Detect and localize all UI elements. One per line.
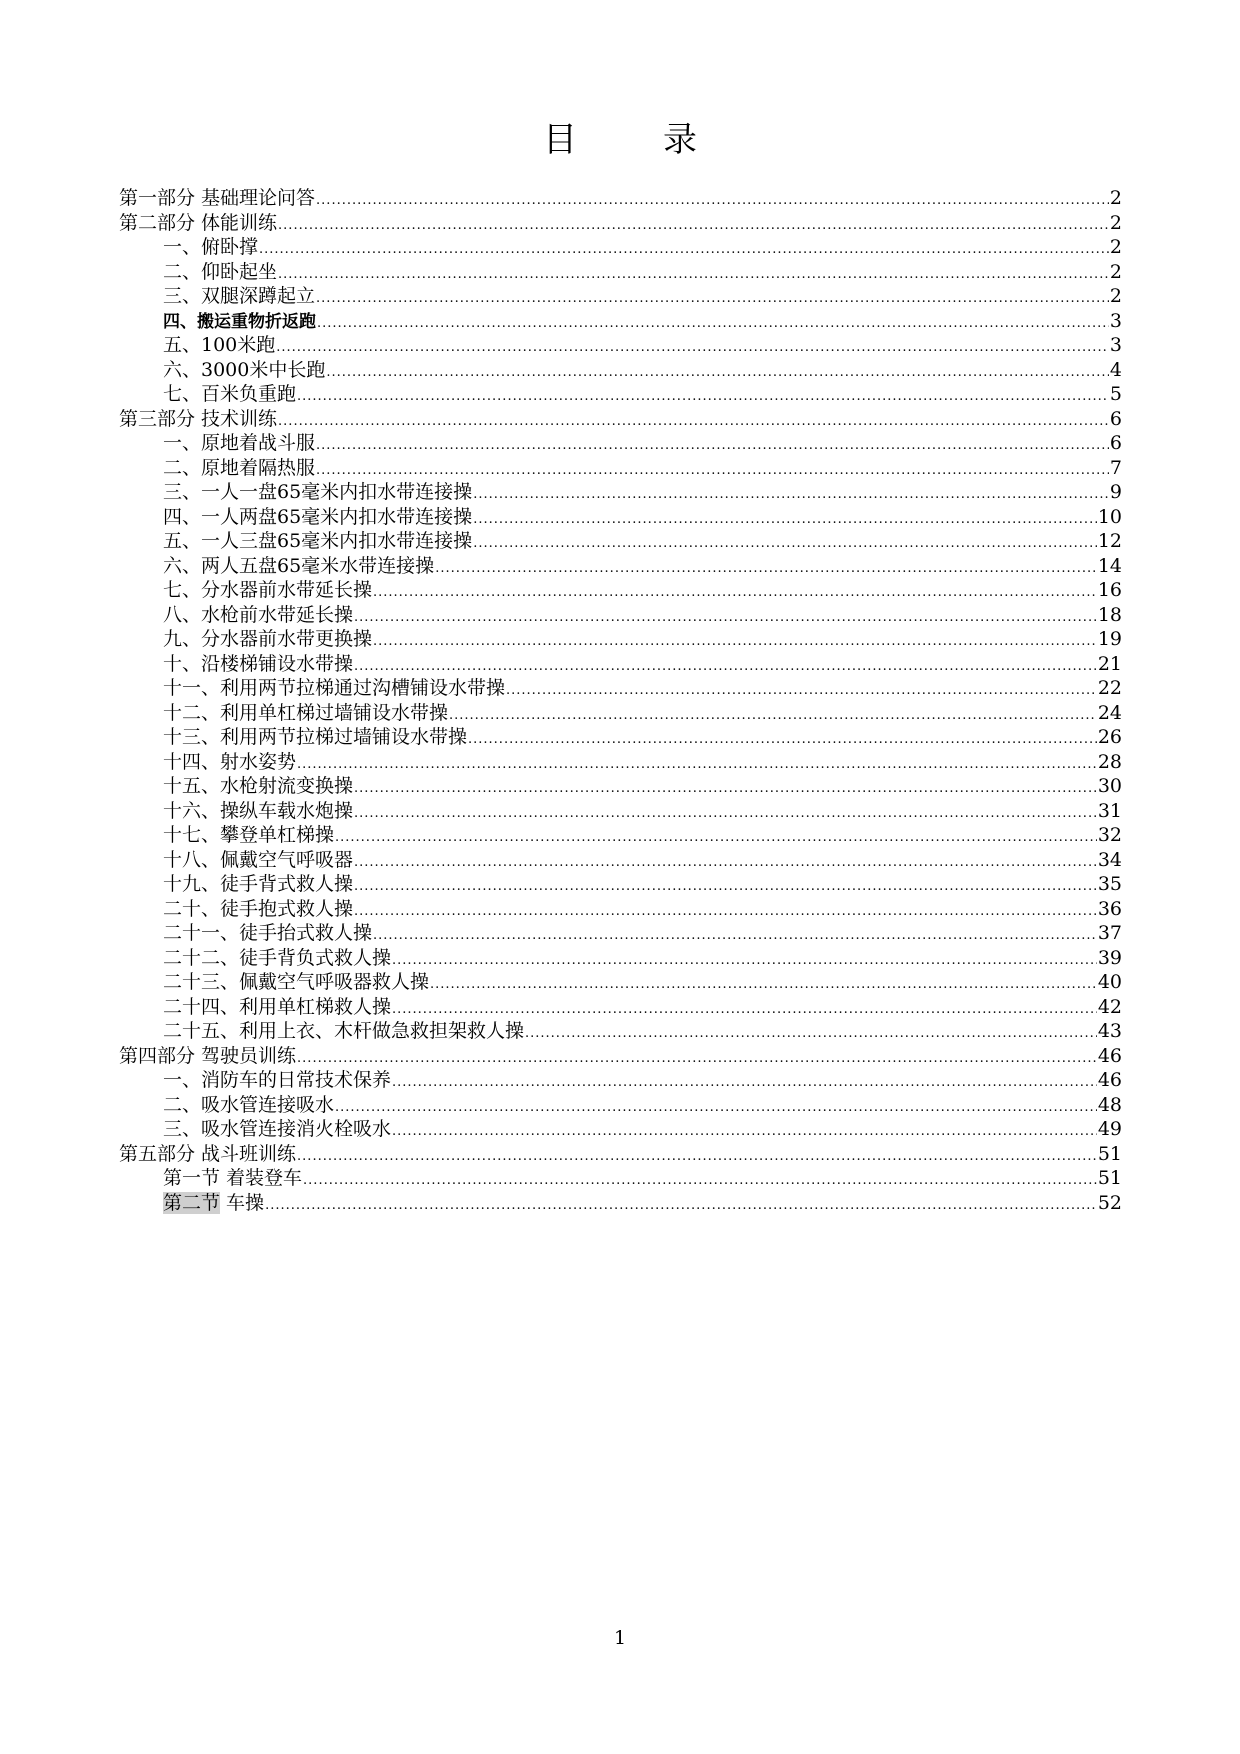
toc-page-number: 26 [1097,726,1122,748]
dot-leader [392,949,1097,974]
toc-entry[interactable] [119,750,1122,775]
toc-page-number: 2 [1109,211,1122,234]
dot-leader [449,704,1097,729]
toc-entry-label: 第五部分 战斗班训练 [119,1142,297,1165]
toc-page-number: 22 [1097,677,1122,699]
dot-leader [335,826,1097,851]
toc-entry[interactable] [119,1191,1122,1216]
dot-leader [392,1071,1097,1096]
toc-entry-label: 二、仰卧起坐 [163,260,278,283]
toc-page-number: 31 [1097,799,1122,822]
dot-leader [354,606,1097,631]
toc-entry-label: 九、分水器前水带更换操 [163,628,373,650]
highlighted-text: 第二节 [163,1191,221,1214]
toc-page-number: 18 [1097,603,1122,626]
toc-entry-label: 六、两人五盘65毫米水带连接操 [163,554,435,577]
toc-entry-label: 一、消防车的日常技术保养 [163,1069,392,1091]
toc-page-number: 5 [1109,383,1122,405]
dot-leader [354,875,1097,900]
toc-entry-label: 二、吸水管连接吸水 [163,1093,335,1116]
toc-page-number: 46 [1097,1044,1122,1067]
dot-leader [354,802,1097,827]
page-number: 1 [613,1627,627,1649]
toc-page-number: 16 [1097,579,1122,601]
toc-page-number: 9 [1109,481,1122,503]
toc-entry[interactable] [119,799,1122,824]
toc-page-number: 46 [1097,1069,1122,1091]
toc-page-number: 28 [1097,750,1122,773]
toc-entry[interactable] [119,505,1122,530]
toc-page-number: 19 [1097,628,1122,650]
toc-entry-label [163,1191,264,1216]
toc-entry-label: 七、百米负重跑 [163,383,297,405]
toc-page-number: 51 [1097,1142,1122,1165]
dot-leader [373,630,1097,655]
toc-entry[interactable] [119,529,1122,554]
toc-entry-label: 第三部分 技术训练 [119,407,278,430]
toc-page-number: 48 [1097,1093,1122,1116]
toc-entry[interactable] [119,578,1122,603]
toc-page-number: 2 [1109,260,1122,283]
toc-page-number: 4 [1109,358,1122,381]
toc-entry[interactable] [119,431,1122,456]
toc-entry-label: 二十二、徒手背负式救人操 [163,946,392,969]
toc-entry-label: 十四、射水姿势 [163,750,297,773]
dot-leader [473,483,1109,508]
toc-entry-label: 十、沿楼梯铺设水带操 [163,652,354,675]
toc-entry[interactable] [119,309,1122,334]
dot-leader [317,312,1109,337]
toc-page-number: 6 [1109,432,1122,454]
toc-entry[interactable] [119,725,1122,750]
toc-entry-label: 第二部分 体能训练 [119,211,278,234]
dot-leader [430,973,1097,998]
toc-page-number: 37 [1097,922,1122,944]
toc-entry[interactable] [119,921,1122,946]
toc-entry-label: 十七、攀登单杠梯操 [163,824,335,846]
toc-entry-label: 十九、徒手背式救人操 [163,873,354,895]
toc-entry-label-rest: 车操 [220,1191,265,1214]
toc-entry-label: 十八、佩戴空气呼吸器 [163,848,354,871]
toc-entry-label: 第一节 着装登车 [163,1167,303,1189]
toc-page-number: 35 [1097,873,1122,895]
toc-page-number: 40 [1097,971,1122,993]
toc-entry[interactable] [119,823,1122,848]
toc-entry[interactable] [119,774,1122,799]
toc-page-number: 36 [1097,897,1122,920]
dot-leader [473,508,1097,533]
toc-entry[interactable] [119,554,1122,579]
toc-entry[interactable] [119,872,1122,897]
toc-entry[interactable] [119,995,1122,1020]
toc-section[interactable] [119,407,1122,432]
toc-page-number: 2 [1109,285,1122,307]
toc-entry[interactable] [119,260,1122,285]
toc-entry[interactable] [119,358,1122,383]
dot-leader [316,287,1109,312]
toc-entry[interactable] [119,848,1122,873]
toc-section[interactable] [119,186,1122,211]
toc-entry-label: 二十三、佩戴空气呼吸器救人操 [163,971,430,993]
toc-entry[interactable] [119,1019,1122,1044]
toc-entry[interactable] [119,333,1122,358]
toc-entry[interactable] [119,970,1122,995]
toc-page-number: 43 [1097,1020,1122,1042]
toc-entry-label: 四、搬运重物折返跑 [163,311,316,332]
toc-entry-label: 二、原地着隔热服 [163,456,316,479]
toc-entry[interactable] [119,284,1122,309]
dot-leader [473,532,1097,557]
toc-entry[interactable] [119,1166,1122,1191]
dot-leader [373,924,1097,949]
toc-entry[interactable] [119,480,1122,505]
toc-section[interactable] [119,1044,1122,1069]
toc-entry-label: 一、俯卧撑 [163,236,259,258]
toc-entry-label: 七、分水器前水带延长操 [163,579,373,601]
toc-page-number: 30 [1097,775,1122,797]
dot-leader [265,1194,1097,1219]
toc-page-number: 2 [1109,236,1122,258]
dot-leader [278,214,1109,239]
dot-leader [335,1096,1097,1121]
dot-leader [354,777,1097,802]
dot-leader [354,851,1097,876]
dot-leader [316,189,1109,214]
toc-page-number: 7 [1109,456,1122,479]
toc-entry-label: 十一、利用两节拉梯通过沟槽铺设水带操 [163,677,506,699]
toc-entry-label: 四、一人两盘65毫米内扣水带连接操 [163,505,473,528]
toc-entry[interactable] [119,235,1122,260]
dot-leader [297,753,1097,778]
toc-entry-label: 十三、利用两节拉梯过墙铺设水带操 [163,726,468,748]
dot-leader [373,581,1097,606]
toc-entry-label: 八、水枪前水带延长操 [163,603,354,626]
toc-page-number: 42 [1097,995,1122,1018]
dot-leader [278,410,1109,435]
dot-leader [354,900,1097,925]
toc-page-number: 39 [1097,946,1122,969]
toc-page-number: 34 [1097,848,1122,871]
toc-entry[interactable] [119,897,1122,922]
toc-entry[interactable] [119,946,1122,971]
toc-entry[interactable] [119,627,1122,652]
toc-entry-label: 二十五、利用上衣、木杆做急救担架救人操 [163,1020,525,1042]
toc-page-number: 3 [1109,309,1122,332]
toc-entry-label: 十六、操纵车载水炮操 [163,799,354,822]
toc-entry-label: 第四部分 驾驶员训练 [119,1044,297,1067]
toc-entry-label: 三、一人一盘65毫米内扣水带连接操 [163,481,473,503]
toc-entry[interactable] [119,701,1122,726]
toc-entry[interactable] [119,456,1122,481]
dot-leader [297,1047,1097,1072]
toc-entry-label: 三、吸水管连接消火栓吸水 [163,1118,392,1140]
dot-leader [468,728,1097,753]
toc-entry-label: 二十四、利用单杠梯救人操 [163,995,392,1018]
toc-entry[interactable] [119,603,1122,628]
dot-leader [392,1120,1097,1145]
toc-page-number: 21 [1097,652,1122,675]
toc-entry[interactable] [119,1068,1122,1093]
toc-page-number: 6 [1109,407,1122,430]
dot-leader [326,361,1109,386]
table-of-contents [119,186,1122,1215]
toc-entry-label: 六、3000米中长跑 [163,358,326,381]
toc-entry[interactable] [119,652,1122,677]
toc-page-number: 12 [1097,530,1122,552]
toc-entry[interactable] [119,1093,1122,1118]
toc-entry-label: 二十、徒手抱式救人操 [163,897,354,920]
toc-page-number: 51 [1097,1167,1122,1189]
toc-entry[interactable] [119,1117,1122,1142]
toc-page-number: 32 [1097,824,1122,846]
dot-leader [303,1169,1097,1194]
dot-leader [316,434,1109,459]
dot-leader [276,336,1109,361]
toc-entry-label: 一、原地着战斗服 [163,432,316,454]
toc-entry-label: 二十一、徒手抬式救人操 [163,922,373,944]
toc-entry-label: 五、100米跑 [163,334,276,356]
toc-page-number: 3 [1109,334,1122,356]
toc-entry-label: 第一部分 基础理论问答 [119,187,316,209]
toc-page-number: 24 [1097,701,1122,724]
toc-entry-label: 十二、利用单杠梯过墙铺设水带操 [163,701,449,724]
dot-leader [297,385,1109,410]
toc-entry-label: 五、一人三盘65毫米内扣水带连接操 [163,530,473,552]
toc-entry-label: 十五、水枪射流变换操 [163,775,354,797]
dot-leader [278,263,1109,288]
dot-leader [506,679,1097,704]
toc-page-number: 49 [1097,1118,1122,1140]
toc-page-number: 10 [1097,505,1122,528]
dot-leader [259,238,1109,263]
dot-leader [435,557,1097,582]
dot-leader [297,1145,1097,1170]
toc-page-number: 52 [1097,1191,1122,1214]
toc-entry[interactable] [119,382,1122,407]
toc-page-number: 2 [1109,187,1122,209]
toc-entry-label: 三、双腿深蹲起立 [163,285,316,307]
page-title: 目 录 [543,120,723,160]
dot-leader [525,1022,1097,1047]
toc-section[interactable] [119,211,1122,236]
toc-entry[interactable] [119,676,1122,701]
toc-page-number: 14 [1097,554,1122,577]
toc-section[interactable] [119,1142,1122,1167]
